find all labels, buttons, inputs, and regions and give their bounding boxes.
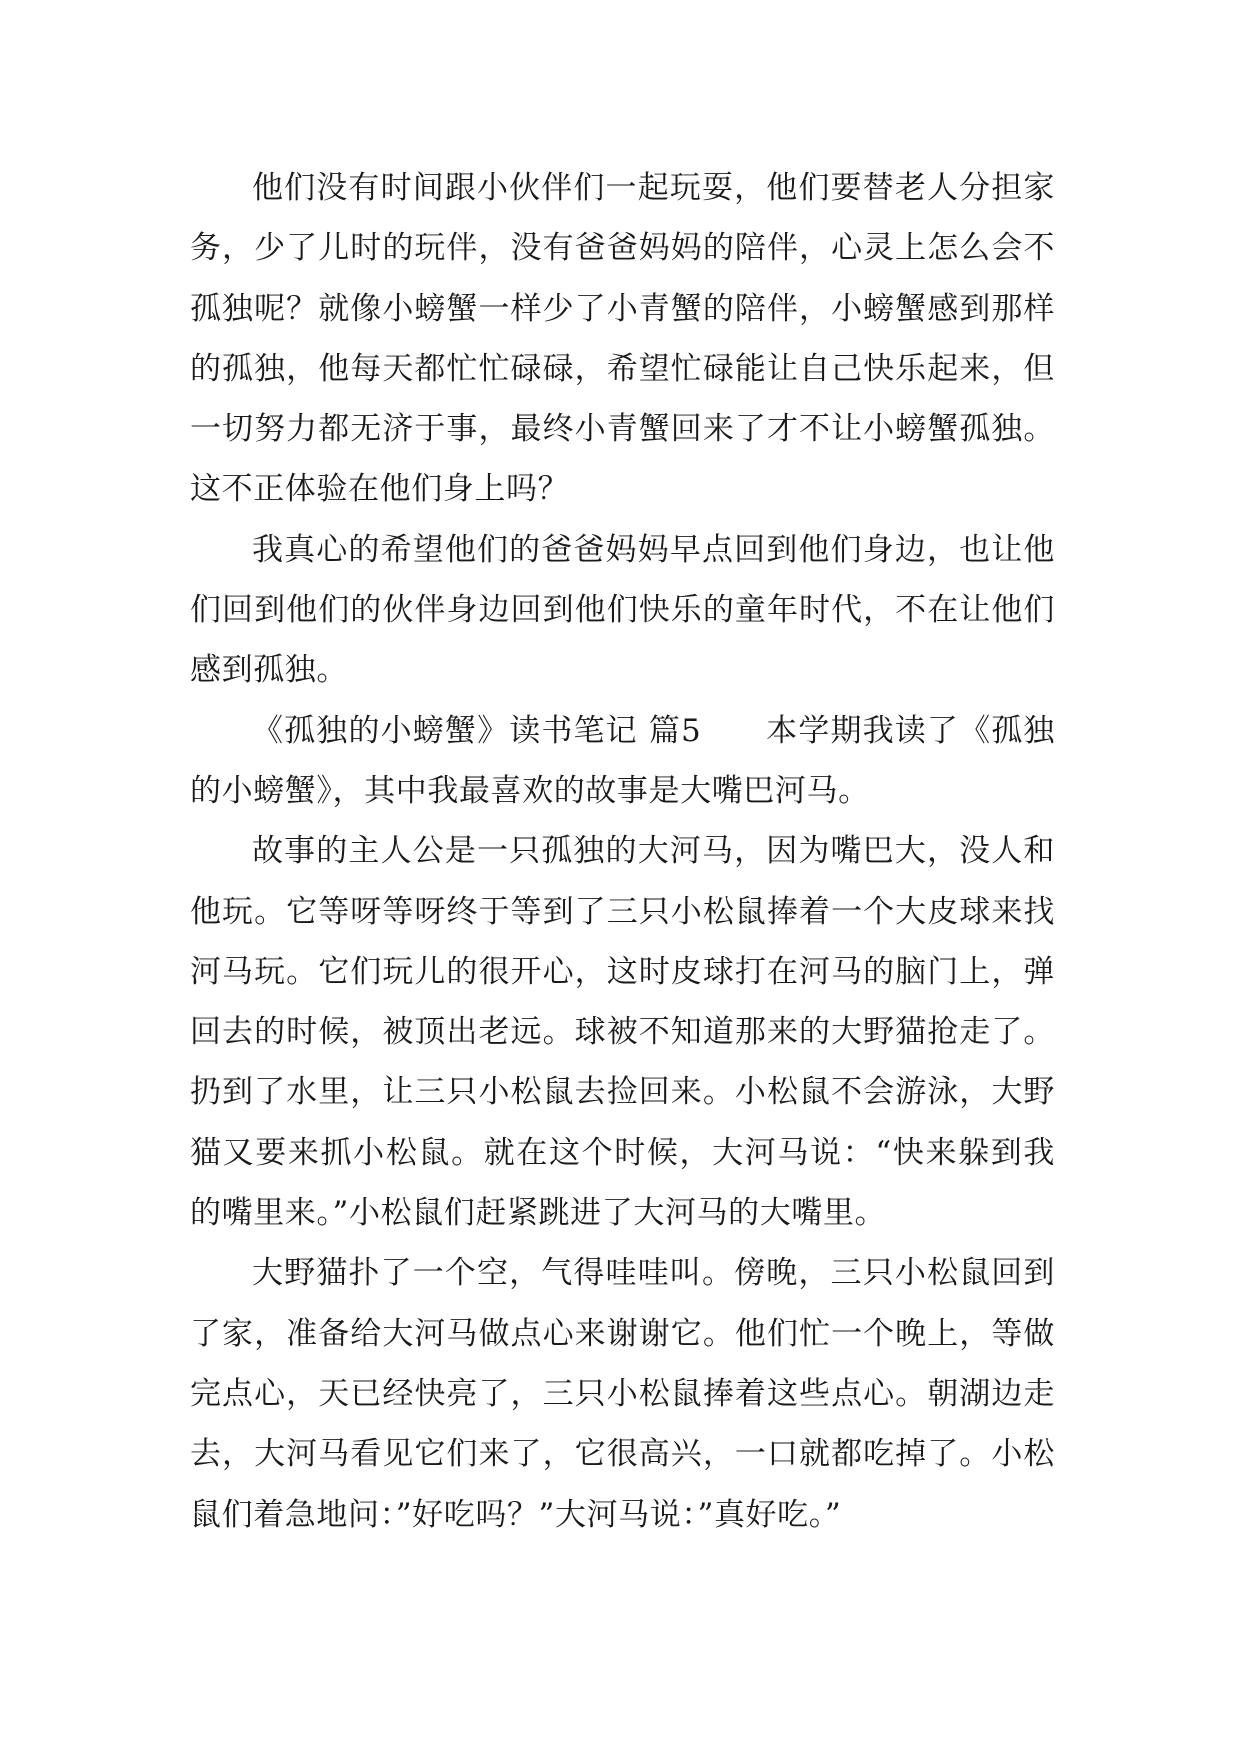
paragraph-1: 他们没有时间跟小伙伴们一起玩耍，他们要替老人分担家务，少了儿时的玩伴，没有爸爸妈妈的陪伴，心灵上怎么会不孤独呢？就像小螃蟹一样少了小青蟹的陪伴，小螃蟹感到那样的孤独，他每天都忙忙碌碌，希望忙碌能让自己快乐起来，但一切努力都无济于事，最终小青蟹回来了才不让小螃蟹孤独。这不正体验在他们身上吗？ bbox=[190, 170, 1055, 508]
paragraph-3-section-heading: 《孤独的小螃蟹》读书笔记 篇5 本学期我读了《孤独的小螃蟹》，其中我最喜欢的故事是大嘴巴河马。 bbox=[190, 712, 1055, 809]
document-body bbox=[190, 158, 1055, 1545]
paragraph-4: 故事的主人公是一只孤独的大河马，因为嘴巴大，没人和他玩。它等呀等呀终于等到了三只小松鼠捧着一个大皮球来找河马玩。它们玩儿的很开心，这时皮球打在河马的脑门上，弹回去的时候，被顶出老远。球被不知道那来的大野猫抢走了。扔到了水里，让三只小松鼠去捡回来。小松鼠不会游泳，大野猫又要来抓小松鼠。就在这个时候，大河马说：“快来躲到我的嘴里来。”小松鼠们赶紧跳进了大河马的大嘴里。 bbox=[190, 833, 1055, 1232]
paragraph-2: 我真心的希望他们的爸爸妈妈早点回到他们身边，也让他们回到他们的伙伴身边回到他们快乐的童年时代，不在让他们感到孤独。 bbox=[190, 531, 1055, 689]
paragraph-5: 大野猫扑了一个空，气得哇哇叫。傍晚，三只小松鼠回到了家，准备给大河马做点心来谢谢它。他们忙一个晚上，等做完点心，天已经快亮了，三只小松鼠捧着这些点心。朝湖边走去，大河马看见它们来了，它很高兴，一口就都吃掉了。小松鼠们着急地问：”好吃吗？”大河马说：”真好吃。” bbox=[190, 1255, 1055, 1533]
